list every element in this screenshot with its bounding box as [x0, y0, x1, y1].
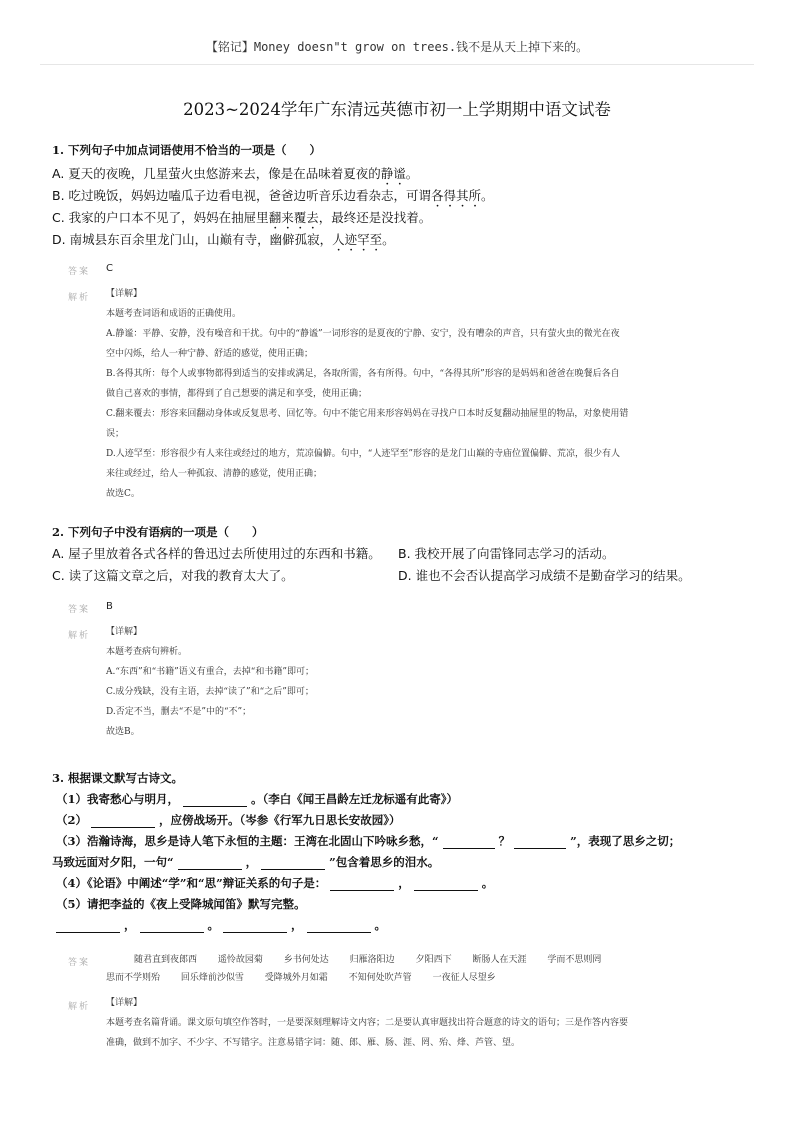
q3-blank[interactable] [330, 879, 394, 891]
q3-l4-text: （4）《论语》中阐述“学”和“思”辩证关系的句子是： [56, 876, 327, 890]
q3-blank[interactable] [514, 837, 566, 849]
q3-answer-item: 学而不思则罔 [547, 955, 602, 965]
q3-answer-item: 归雁洛阳边 [349, 955, 395, 965]
q3-l3b-text: 马致远面对夕阳，一句“ [52, 855, 174, 869]
q1-exp-line: C.翻来覆去：形容来回翻动身体或反复思考、回忆等。句中不能它用来形容妈妈在寻找户口本时反复翻动抽屉里的物品，对象使用错 [106, 409, 629, 419]
q3-l2-source: ，应傍战场开。（岑参《行军九日思长安故园》） [159, 813, 401, 827]
q3-l3b-end: ”包含着思乡的泪水。 [329, 855, 440, 869]
q3-l3a-end: ”，表现了思乡之切； [570, 834, 681, 848]
q3-line-3b [52, 854, 439, 870]
q1-d-dotted: 人迹罕至 [332, 232, 383, 247]
q3-blank[interactable] [91, 816, 155, 828]
q1-b-dotted: 各得其所 [431, 188, 482, 203]
q3-blank[interactable] [56, 921, 120, 933]
q1-exp-line: 故选C。 [106, 489, 140, 499]
q1-c-end: ，最终还是没找着。 [318, 210, 432, 225]
q2-option-c: C. 读了这篇文章之后，对我的教育太大了。 [52, 568, 294, 583]
q1-exp-line: 【详解】 [106, 289, 143, 299]
q1-exp-line: 误； [106, 429, 125, 439]
q1-explanation [106, 284, 746, 504]
q2-exp-line: 本题考查病句辨析。 [106, 647, 188, 657]
q3-blank[interactable] [178, 858, 242, 870]
q2-analysis-label: 解析 [68, 631, 91, 641]
q1-analysis-label: 解析 [68, 293, 91, 303]
q3-line-5: （5）请把李益的《夜上受降城闻笛》默写完整。 [56, 897, 306, 911]
q1-a-end: 。 [405, 166, 419, 181]
q2-explanation [106, 622, 746, 742]
q3-exp-line: 【详解】 [106, 998, 143, 1008]
q1-option-c [52, 208, 431, 232]
q1-option-a [52, 164, 418, 188]
q1-answer-label: 答案 [68, 267, 91, 277]
q2-option-a: A. 屋子里放着各式各样的鲁迅过去所使用过的东西和书籍。 [52, 546, 381, 561]
q2-exp-line: 故选B。 [106, 727, 140, 737]
q3-l1-source: 。（李白《闻王昌龄左迁龙标遥有此寄》） [251, 792, 459, 806]
header-divider [40, 64, 754, 65]
q3-answers-row-2 [106, 970, 514, 983]
q1-a-dotted: 静谧 [380, 166, 406, 181]
q3-answer-item: 断肠人在天涯 [472, 955, 527, 965]
q1-b-text: B. 吃过晚饭，妈妈边嗑瓜子边看电视，爸爸边听音乐边看杂志，可谓 [52, 188, 432, 203]
q3-l3a-text: （3）浩瀚诗海，思乡是诗人笔下永恒的主题：王湾在北固山下吟咏乡愁，“ [56, 834, 439, 848]
q1-a-text: A. 夏天的夜晚，几星萤火虫悠游来去，像是在品味着夏夜的 [52, 166, 381, 181]
page-title: 2023~2024学年广东清远英德市初一上学期期中语文试卷 [183, 100, 611, 119]
q3-answer-item: 回乐烽前沙似雪 [180, 973, 244, 983]
q3-answers-row-1 [134, 952, 619, 965]
q1-option-d [52, 230, 395, 254]
q1-d-text: D. 南城县东百余里龙门山，山巅有寺，幽僻孤寂， [52, 232, 333, 247]
q3-answer-item: 受降城外月如霜 [264, 973, 328, 983]
q3-line-3a [56, 833, 680, 849]
q3-exp-line: 准确，做到不加字、不少字、不写错字。注意易错字词：随、郎、雁、肠、涯、罔、殆、烽、芦管、望。 [106, 1038, 521, 1048]
q2-exp-line: D.否定不当，删去“不是”中的“不”； [106, 707, 252, 717]
q3-blank[interactable] [223, 921, 287, 933]
q2-exp-line: 【详解】 [106, 627, 143, 637]
q1-stem: 1. 下列句子中加点词语使用不恰当的一项是（ ） [52, 143, 322, 157]
q3-analysis-label: 解析 [68, 1002, 91, 1012]
q3-answer-item: 随君直到夜郎西 [134, 955, 198, 965]
q3-sep: 。 [374, 918, 386, 932]
q3-l4-end: 。 [481, 876, 494, 890]
q3-answer-item: 一夜征人尽望乡 [432, 973, 496, 983]
q3-line-4 [56, 875, 493, 891]
q1-exp-line: A.静谧：平静、安静，没有噪音和干扰。句中的“静谧”一词形容的是夏夜的宁静、安宁，没有嘈杂的声音，只有萤火虫的微光在夜 [106, 329, 620, 339]
q3-sep: ， [124, 918, 136, 932]
q1-b-end: 。 [481, 188, 494, 203]
q1-exp-line: 本题考查词语和成语的正确使用。 [106, 309, 242, 319]
q1-exp-line: 做自己喜欢的事情，都得到了自己想要的满足和享受，使用正确； [106, 389, 368, 399]
q3-blank[interactable] [261, 858, 325, 870]
q3-l3b-mid: ， [245, 855, 258, 869]
q1-exp-line: D.人迹罕至：形容很少有人来往或经过的地方，荒凉偏僻。句中，“人迹罕至”形容的是龙门山巅的寺庙位置偏僻、荒凉，很少有人 [106, 449, 620, 459]
q2-option-d: D. 谁也不会否认提高学习成绩不是勤奋学习的结果。 [398, 568, 691, 583]
q3-l4-mid: ， [398, 876, 410, 890]
q2-exp-line: C.成分残缺，没有主语，去掉“读了”和“之后”即可； [106, 687, 314, 697]
q2-option-b: B. 我校开展了向雷锋同志学习的活动。 [398, 546, 615, 561]
q3-l3a-mid: ？ [498, 834, 511, 848]
q2-answer-label: 答案 [68, 605, 91, 615]
q2-answer-value: B [106, 601, 113, 612]
q3-answer-item: 乡书何处达 [283, 955, 329, 965]
q3-blank[interactable] [183, 795, 247, 807]
q3-line-6 [52, 917, 386, 933]
q1-option-b [52, 186, 494, 210]
q3-blank[interactable] [414, 879, 478, 891]
q3-sep: 。 [207, 918, 219, 932]
q3-answer-item: 夕阳西下 [415, 955, 452, 965]
q3-explanation [106, 993, 746, 1053]
q1-answer-value: C [106, 263, 113, 274]
header-motto: 【铭记】Money doesn"t grow on trees.钱不是从天上掉下来的。 [205, 40, 589, 54]
q3-exp-line: 本题考查名篇背诵。课文原句填空作答时，一是要深刻理解诗文内容；二是要认真审题找出符合题意的诗文的语句；三是作答内容要 [106, 1018, 629, 1028]
q3-answer-item: 思而不学则殆 [106, 973, 161, 983]
q3-line-2 [56, 812, 401, 828]
q3-blank[interactable] [307, 921, 371, 933]
q3-answer-item: 不知何处吹芦管 [348, 973, 412, 983]
q3-blank[interactable] [443, 837, 495, 849]
q3-l2-text: （2） [56, 813, 88, 827]
q2-exp-line: A.“东西”和“书籍”语义有重合，去掉“和书籍”即可； [106, 667, 314, 677]
q3-blank[interactable] [140, 921, 204, 933]
q1-d-end: 。 [382, 232, 395, 247]
q3-stem: 3. 根据课文默写古诗文。 [52, 771, 184, 785]
q1-c-dotted: 翻来覆去 [268, 210, 319, 225]
q3-l1-text: （1）我寄愁心与明月， [56, 792, 180, 806]
q3-line-1 [56, 791, 458, 807]
q1-exp-line: 空中闪烁，给人一种宁静、舒适的感觉，使用正确； [106, 349, 314, 359]
q3-answer-item: 遥怜故园菊 [217, 955, 263, 965]
q2-stem: 2. 下列句子中没有语病的一项是（ ） [52, 525, 264, 539]
q1-exp-line: B.各得其所：每个人或事物都得到适当的安排或满足，各取所需，各有所得。句中，“各得其所”形容的是妈妈和爸爸在晚餐后各自 [106, 369, 620, 379]
q3-answer-label: 答案 [68, 958, 91, 968]
q1-exp-line: 来往或经过，给人一种孤寂、清静的感觉，使用正确； [106, 469, 323, 479]
q3-sep: ， [291, 918, 303, 932]
q1-c-text: C. 我家的户口本不见了，妈妈在抽屉里 [52, 210, 269, 225]
